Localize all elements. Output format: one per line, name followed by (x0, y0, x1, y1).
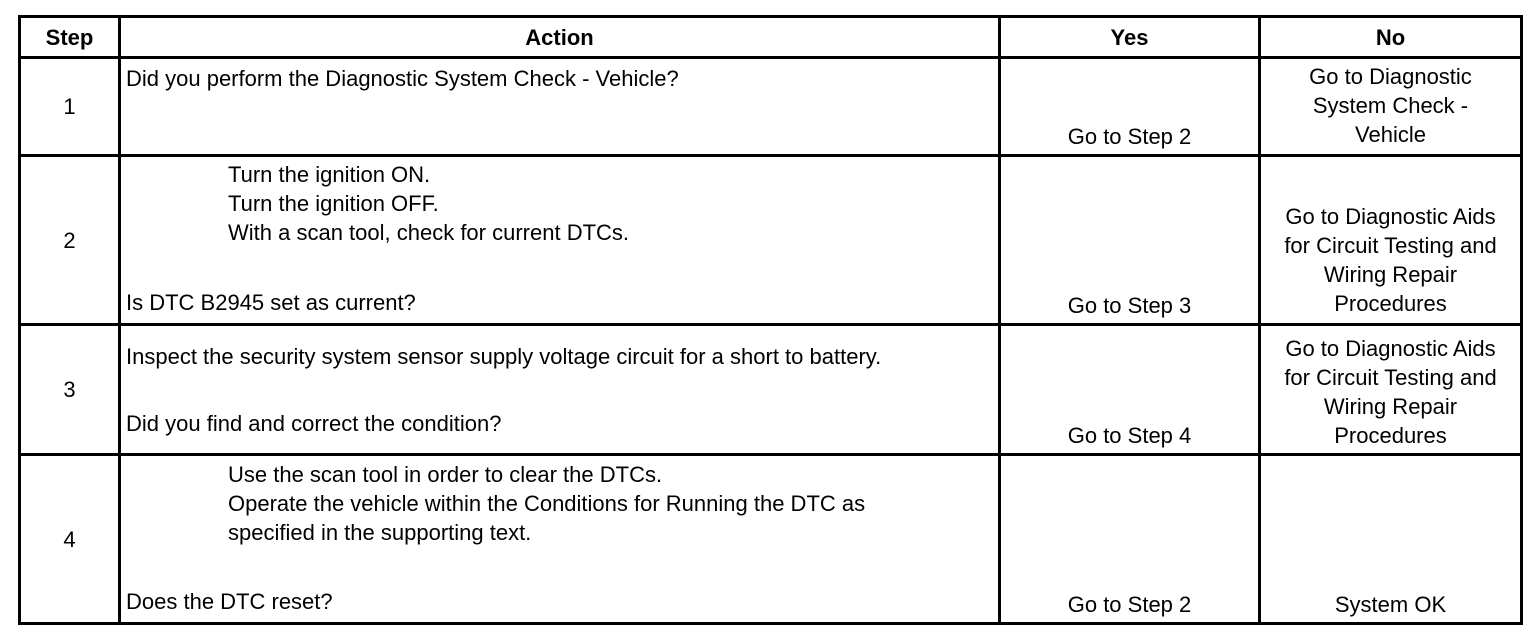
no-line: for Circuit Testing and (1284, 365, 1497, 390)
action-text: Inspect the security system sensor supply voltage circuit for a short to battery. (126, 344, 882, 369)
action-line: With a scan tool, check for current DTCs. (228, 220, 630, 245)
action-line: specified in the supporting text. (228, 520, 532, 545)
question-text: Did you find and correct the condition? (126, 411, 502, 436)
no-cell (1260, 156, 1522, 325)
step-number: 1 (20, 58, 120, 156)
no-cell (1260, 455, 1522, 624)
header-yes: Yes (1000, 17, 1260, 58)
action-cell (120, 58, 1000, 156)
no-line: System Check - (1312, 93, 1469, 118)
no-line: Wiring Repair (1323, 394, 1458, 419)
action-line: Turn the ignition ON. (228, 162, 431, 187)
action-cell (120, 156, 1000, 325)
action-line: Turn the ignition OFF. (228, 191, 439, 216)
step-number: 4 (20, 455, 120, 624)
no-line: Procedures (1334, 290, 1447, 316)
header-action: Action (120, 17, 1000, 58)
no-line: Go to Diagnostic Aids (1285, 203, 1496, 229)
table-row (20, 455, 1522, 624)
diagnostic-table (18, 15, 1523, 625)
table-row (20, 156, 1522, 325)
action-line: Use the scan tool in order to clear the DTCs. (228, 462, 663, 487)
yes-cell: Go to Step 4 (1000, 325, 1260, 455)
question-text: Does the DTC reset? (126, 589, 333, 614)
no-line: Go to Diagnostic Aids (1285, 336, 1496, 361)
step-number: 2 (20, 156, 120, 325)
yes-cell: Go to Step 2 (1000, 58, 1260, 156)
action-text: Did you perform the Diagnostic System Check - Vehicle? (126, 66, 679, 91)
header-step: Step (20, 17, 120, 58)
yes-cell: Go to Step 3 (1000, 156, 1260, 325)
yes-cell: Go to Step 2 (1000, 455, 1260, 624)
no-line: Go to Diagnostic (1309, 64, 1472, 89)
no-line: Vehicle (1355, 122, 1426, 147)
step-number: 3 (20, 325, 120, 455)
no-cell (1260, 58, 1522, 156)
no-cell (1260, 325, 1522, 455)
action-cell (120, 455, 1000, 624)
action-cell (120, 325, 1000, 455)
question-text: Is DTC B2945 set as current? (126, 290, 416, 315)
action-line: Operate the vehicle within the Conditions for Running the DTC as (228, 491, 866, 516)
header-row (20, 17, 1522, 58)
table-row (20, 325, 1522, 455)
no-line: System OK (1334, 592, 1447, 617)
no-line: Procedures (1334, 423, 1447, 448)
no-line: for Circuit Testing and (1284, 232, 1497, 258)
table-row (20, 58, 1522, 156)
header-no: No (1260, 17, 1522, 58)
no-line: Wiring Repair (1323, 261, 1458, 287)
